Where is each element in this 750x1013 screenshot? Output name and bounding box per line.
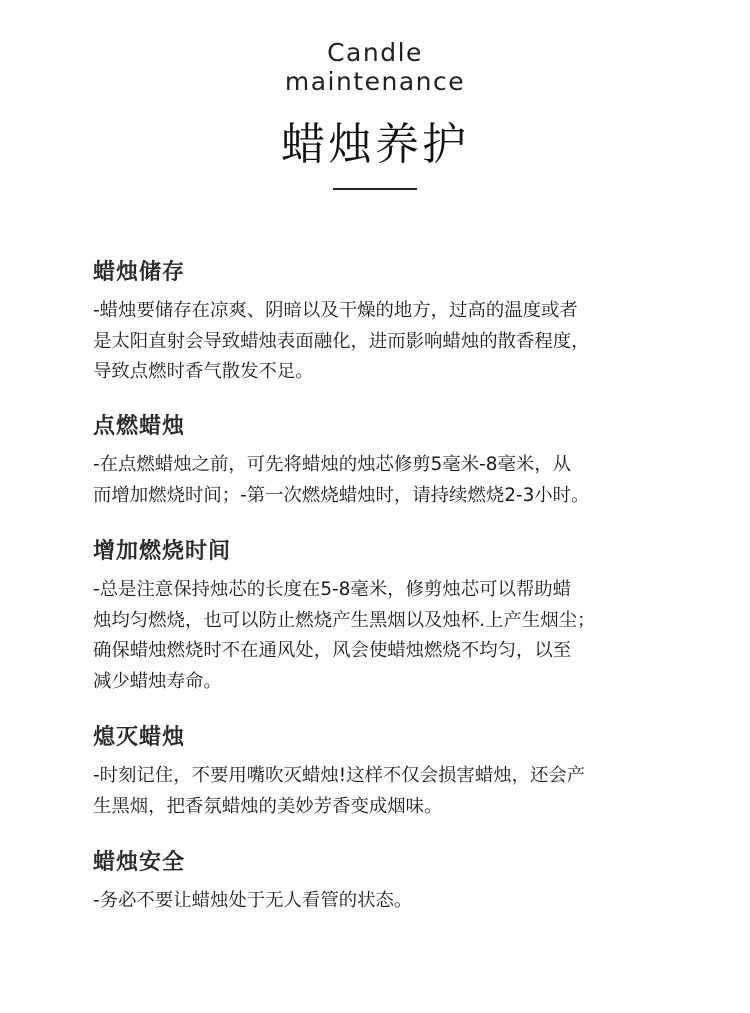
section-body: -总是注意保持烛芯的长度在5-8毫米，修剪烛芯可以帮助蜡 烛均匀燃烧，也可以防止燃烧产生黑烟以及烛杯.上产生烟尘； 确保蜡烛燃烧时不在通风处，风会使蜡烛燃烧不均匀，以至 减少蜡烛寿命。 [93, 579, 596, 692]
title-english [0, 38, 750, 96]
section-lighting-candle [93, 413, 693, 511]
section-heading: 蜡烛储存 [93, 260, 186, 285]
section-body: -务必不要让蜡烛处于无人看管的状态。 [93, 890, 413, 911]
section-body: -蜡烛要储存在凉爽、阴暗以及干燥的地方，过高的温度或者 是太阳直射会导致蜡烛表面融化，进而影响蜡烛的散香程度， 导致点燃时香气散发不足。 [93, 300, 590, 382]
title-english-line1: Candle [327, 38, 423, 67]
title-english-line2: maintenance [284, 67, 466, 96]
section-candle-safety [93, 849, 693, 917]
section-heading: 增加燃烧时间 [93, 539, 232, 564]
title-chinese: 蜡烛养护 [281, 119, 469, 170]
section-body: -时刻记住，不要用嘴吹灭蜡烛!这样不仅会损害蜡烛，还会产 生黑烟，把香氛蜡烛的美妙芳香变成烟味。 [93, 765, 586, 817]
section-body: -在点燃蜡烛之前，可先将蜡烛的烛芯修剪5毫米-8毫米，从 而增加燃烧时间；-第一次燃烧蜡烛时，请持续燃烧2-3小时。 [93, 454, 590, 506]
section-heading: 点燃蜡烛 [93, 414, 186, 439]
section-heading: 蜡烛安全 [93, 850, 186, 875]
section-extinguish-candle [93, 724, 693, 822]
title-divider [333, 188, 417, 190]
section-candle-storage [93, 259, 693, 388]
section-heading: 熄灭蜡烛 [93, 725, 186, 750]
section-increase-burn-time [93, 538, 693, 697]
